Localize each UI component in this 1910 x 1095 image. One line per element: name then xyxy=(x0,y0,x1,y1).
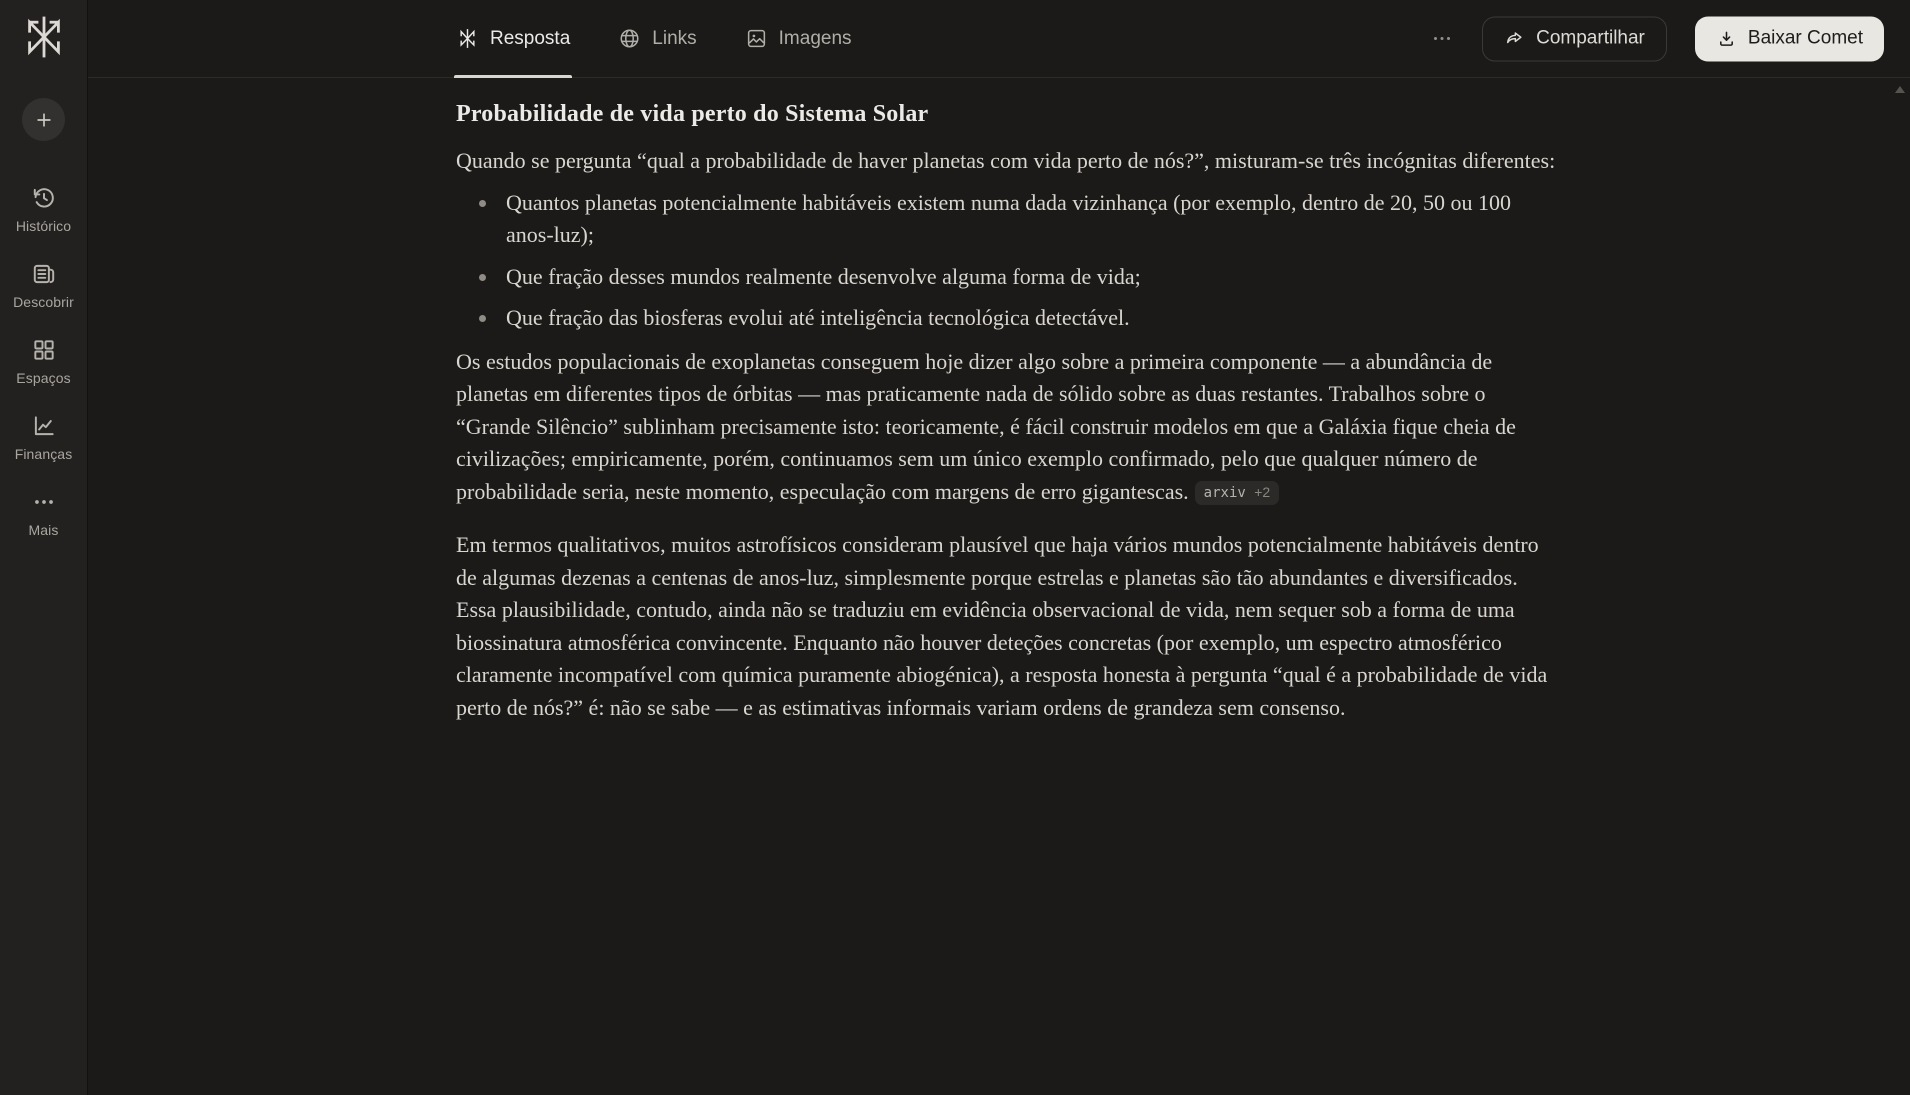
download-icon xyxy=(1716,28,1737,49)
intro-paragraph: Quando se pergunta “qual a probabilidade de haver planetas com vida perto de nós?”, misturam-se três incógnitas diferentes: xyxy=(456,148,1556,173)
share-icon xyxy=(1504,28,1525,49)
share-button[interactable] xyxy=(1482,16,1667,61)
tab-imagens[interactable] xyxy=(745,0,852,77)
sidebar-item-mais[interactable] xyxy=(0,489,87,538)
sidebar-item-label: Mais xyxy=(28,522,59,538)
thread-header xyxy=(88,0,1910,78)
answer-content xyxy=(88,78,1910,1095)
more-icon xyxy=(31,489,57,515)
paragraph-text: Os estudos populacionais de exoplanetas conseguem hoje dizer algo sobre a primeira componente — a abundância de planetas em diferentes tipos de órbitas — mas praticamente nada de sólido sobre as duas restantes. Trabalhos sobre o “Grande Silêncio” sublinham precisamente isto: teoricamente, é fácil construir modelos em que a Galáxia fique cheia de civilizações; empiricamente, porém, continuamos sem um único exemplo confirmado, pelo que qualquer número de probabilidade seria, neste momento, especulação com margens de erro gigantescas. xyxy=(456,348,1516,504)
citation-badge[interactable] xyxy=(1195,481,1280,506)
download-comet-button[interactable] xyxy=(1695,16,1884,61)
history-icon xyxy=(31,185,57,211)
more-options-button[interactable] xyxy=(1430,27,1454,51)
new-thread-button[interactable] xyxy=(22,98,65,141)
citation-source: arxiv xyxy=(1203,484,1246,501)
tab-resposta[interactable] xyxy=(456,0,570,77)
finance-icon xyxy=(31,413,57,439)
perplexity-logo-icon[interactable] xyxy=(20,13,68,61)
list-item: Que fração das biosferas evolui até inteligência tecnológica detectável. xyxy=(456,302,1556,335)
scrollbar-up-arrow[interactable] xyxy=(1895,86,1905,93)
perplexity-icon xyxy=(456,27,479,50)
sidebar-nav xyxy=(0,185,87,538)
share-button-label: Compartilhar xyxy=(1536,27,1645,49)
tab-label: Imagens xyxy=(778,27,852,49)
discover-icon xyxy=(31,261,57,287)
sidebar-item-label: Finanças xyxy=(14,446,73,462)
list-item: Quantos planetas potencialmente habitáveis existem numa dada vizinhança (por exemplo, dentro de 20, 50 ou 100 anos-luz); xyxy=(456,187,1556,252)
unknowns-list xyxy=(456,187,1556,335)
spaces-icon xyxy=(31,337,57,363)
sidebar-item-financas[interactable] xyxy=(0,413,87,462)
main-area xyxy=(88,0,1910,1095)
tab-label: Resposta xyxy=(490,27,571,49)
list-item: Que fração desses mundos realmente desenvolve alguma forma de vida; xyxy=(456,261,1556,294)
tab-links[interactable] xyxy=(618,0,696,77)
ellipsis-icon xyxy=(1430,27,1454,51)
download-button-label: Baixar Comet xyxy=(1747,27,1863,49)
sidebar-item-label: Histórico xyxy=(15,218,72,234)
tab-label: Links xyxy=(652,27,697,49)
qualitative-paragraph: Em termos qualitativos, muitos astrofísicos consideram plausível que haja vários mundos potencialmente habitáveis dentro de algumas dezenas a centenas de anos-luz, simplesmente porque estrelas e planetas são tão abundantes e diversificados. Essa plausibilidade, contudo, ainda não se traduziu em evidência observacional de vida, nem sequer sob a forma de uma biossinatura atmosférica convincente. Enquanto não houver deteções concretas (por exemplo, um espectro atmosférico claramente incompatível com química puramente abiogénica), a resposta honesta à pergunta “qual é a probabilidade de vida perto de nós?” é: não se sabe — e as estimativas informais variam ordens de grandeza sem consenso. xyxy=(456,532,1548,720)
sidebar-item-espacos[interactable] xyxy=(0,337,87,386)
image-icon xyxy=(745,27,768,50)
globe-icon xyxy=(618,27,641,50)
answer-section-title: Probabilidade de vida perto do Sistema Solar xyxy=(456,101,929,127)
answer-tabs xyxy=(456,0,852,77)
exoplanet-studies-paragraph xyxy=(456,346,1556,509)
header-actions xyxy=(1430,16,1884,61)
sidebar xyxy=(0,0,88,1095)
citation-extra-count: +2 xyxy=(1254,483,1271,500)
sidebar-item-descobrir[interactable] xyxy=(0,261,87,310)
sidebar-item-label: Descobrir xyxy=(13,294,74,310)
sidebar-item-historico[interactable] xyxy=(0,185,87,234)
sidebar-item-label: Espaços xyxy=(16,370,71,386)
